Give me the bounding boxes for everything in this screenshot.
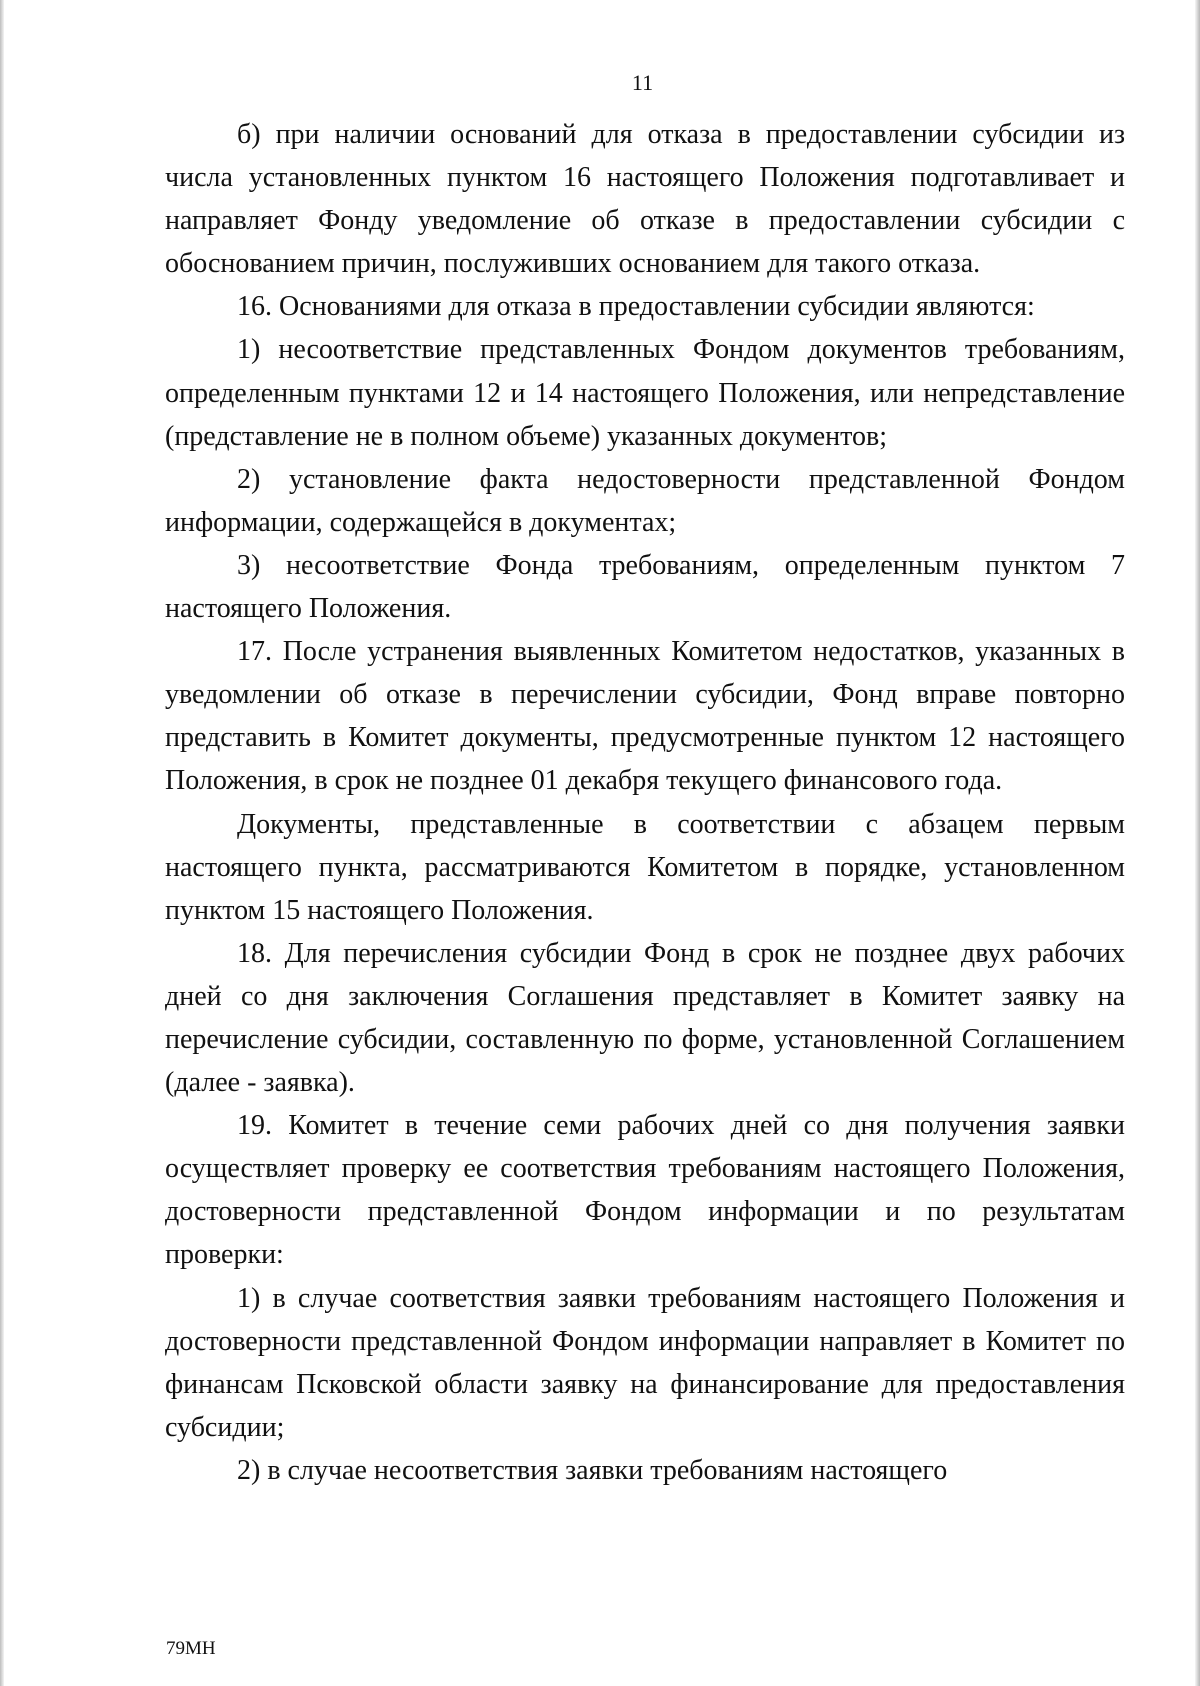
paragraph-18: 18. Для перечисления субсидии Фонд в срок не позднее двух рабочих дней со дня заключения Соглашения представляет в Комитет заявку на перечисление субсидии, составленную по форме, установленной Соглашением (далее - заявка). <box>165 937 1125 1099</box>
paragraph-17: 17. После устранения выявленных Комитетом недостатков, указанных в уведомлении об отказе в перечислении субсидии, Фонд вправе повторно представить в Комитет документы, предусмотренные пунктом 12 настоящего Положения, в срок не позднее 01 декабря текущего финансового года. <box>165 636 1125 797</box>
paragraph-16-heading: 16. Основаниями для отказа в предоставлении субсидии являются: <box>237 291 1035 323</box>
paragraph-16-item-3: 3) несоответствие Фонда требованиям, определенным пунктом 7 настоящего Положения. <box>165 549 1125 625</box>
paragraph-16-item-1: 1) несоответствие представленных Фондом документов требованиям, определенным пунктами 12 и 14 настоящего Положения, или непредставление (представление не в полном объеме) указанных документов; <box>165 334 1125 452</box>
scan-edge-left <box>0 0 4 1686</box>
paragraph-16-item-2: 2) установление факта недостоверности представленной Фондом информации, содержащейся в документах; <box>165 463 1125 538</box>
paragraph-19: 19. Комитет в течение семи рабочих дней со дня получения заявки осуществляет проверку ее соответствия требованиям настоящего Положения, достоверности представленной Фондом информации и по результатам проверки: <box>165 1110 1125 1271</box>
paragraph-19-item-1: 1) в случае соответствия заявки требованиям настоящего Положения и достоверности представленной Фондом информации направляет в Комитет по финансам Псковской области заявку на финансирование для предоставления субсидии; <box>165 1282 1125 1443</box>
document-body <box>165 113 1125 1492</box>
paragraph-17-documents: Документы, представленные в соответствии с абзацем первым настоящего пункта, рассматриваются Комитетом в порядке, установленном пунктом 15 настоящего Положения. <box>165 808 1125 926</box>
footer-document-code: 79МН <box>166 1638 216 1659</box>
page-number: 11 <box>631 70 654 95</box>
paragraph-b-refusal-notice: б) при наличии оснований для отказа в предоставлении субсидии из числа установленных пунктом 16 настоящего Положения подготавливает и направляет Фонду уведомление об отказе в предоставлении субсидии с обоснованием причин, послуживших основанием для такого отказа. <box>165 119 1125 280</box>
paragraph-19-item-2: 2) в случае несоответствия заявки требованиям настоящего <box>237 1454 948 1486</box>
scan-edge-right <box>1195 0 1200 1686</box>
